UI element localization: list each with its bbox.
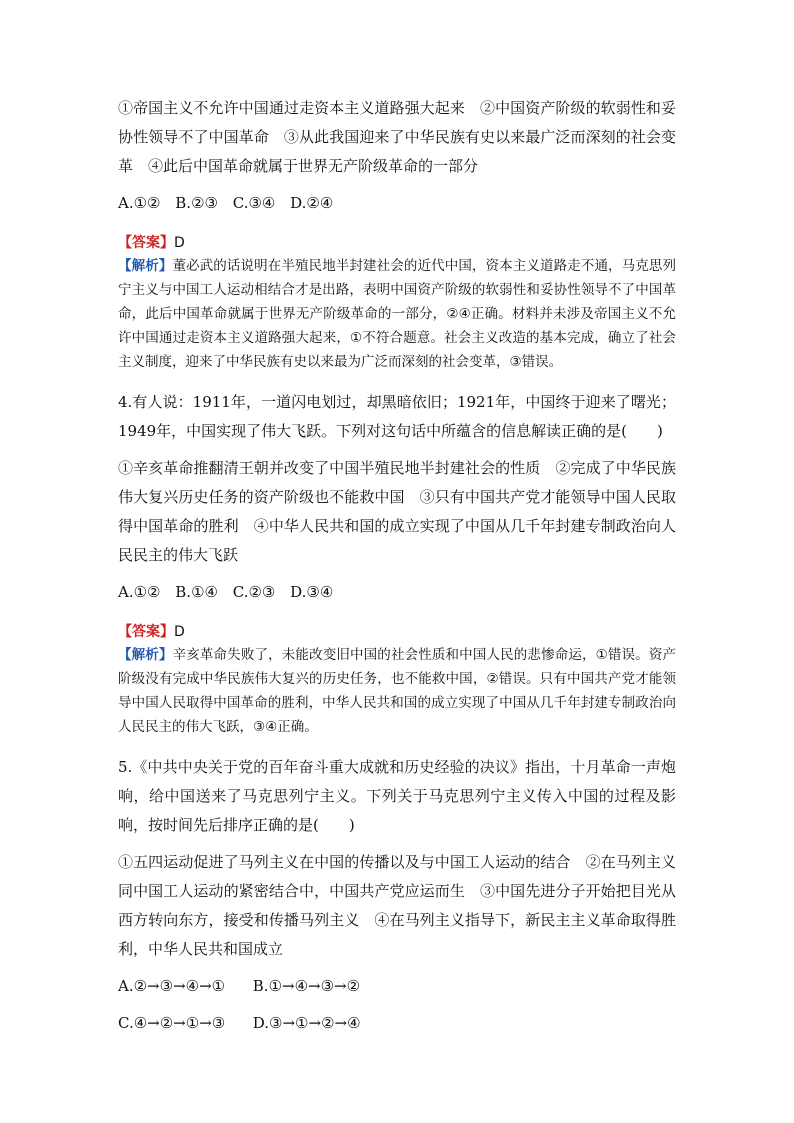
q3-analysis bbox=[118, 254, 676, 374]
q3-options bbox=[118, 189, 676, 218]
q4-answer-value: D bbox=[174, 624, 185, 640]
q3-statements: ①帝国主义不允许中国通过走资本主义道路强大起来 ②中国资产阶级的软弱性和妥协性领导不了中国革命 ③从此我国迎来了中华民族有史以来最广泛而深刻的社会变革 ④此后中国革命就属于世界无产阶级革命的一部分 bbox=[118, 99, 676, 175]
q3-answer-value: D bbox=[174, 235, 185, 251]
q4-analysis bbox=[118, 643, 676, 739]
q4-option-b: B.①④ bbox=[175, 583, 218, 601]
q4-option-d: D.③④ bbox=[290, 583, 334, 601]
q4-analysis-label: 【解析】 bbox=[118, 647, 173, 663]
q4-answer bbox=[118, 621, 676, 643]
q3-analysis-label: 【解析】 bbox=[118, 258, 173, 274]
q3-answer bbox=[118, 232, 676, 254]
q5-option-d: D.③→①→②→④ bbox=[252, 1014, 361, 1032]
q4-option-a: A.①② bbox=[118, 583, 161, 601]
q5-statements: ①五四运动促进了马列主义在中国的传播以及与中国工人运动的结合 ②在马列主义同中国工人运动的紧密结合中，中国共产党应运而生 ③中国先进分子开始把目光从西方转向东方，接受和传播马列主义 ④在马列主义指导下，新民主主义革命取得胜利，中华人民共和国成立 bbox=[118, 853, 676, 958]
q4-analysis-text: 辛亥革命失败了，未能改变旧中国的社会性质和中国人民的悲惨命运，①错误。资产阶级没有完成中华民族伟大复兴的历史任务，也不能救中国，②错误。只有中国共产党才能领导中国人民取得中国革命的胜利，中华人民共和国的成立实现了中国从几千年封建专制政治向人民民主的伟大飞跃，③④正确。 bbox=[118, 647, 676, 735]
q5-stem: 5.《中共中央关于党的百年奋斗重大成就和历史经验的决议》指出，十月革命一声炮响，给中国送来了马克思列宁主义。下列关于马克思列宁主义传入中国的过程及影响，按时间先后排序正确的是( ) bbox=[118, 758, 676, 834]
q5-option-c: C.④→②→①→③ bbox=[118, 1014, 226, 1032]
q3-option-a: A.①② bbox=[118, 194, 161, 212]
q4-stem: 4.有人说：1911年，一道闪电划过，却黑暗依旧；1921年，中国终于迎来了曙光；1949年，中国实现了伟大飞跃。下列对这句话中所蕴含的信息解读正确的是( ) bbox=[118, 393, 676, 440]
q3-option-d: D.②④ bbox=[290, 194, 334, 212]
q4-option-c: C.②③ bbox=[232, 583, 276, 601]
q3-answer-label: 【答案】 bbox=[118, 235, 174, 251]
q5-option-a: A.②→③→④→① bbox=[118, 977, 226, 995]
q4-statements: ①辛亥革命推翻清王朝并改变了中国半殖民地半封建社会的性质 ②完成了中华民族伟大复兴历史任务的资产阶级也不能救中国 ③只有中国共产党才能领导中国人民取得中国革命的胜利 ④中华人民共和国的成立实现了中国从几千年封建专制政治向人民民主的伟大飞跃 bbox=[118, 459, 676, 564]
q5-option-b: B.①→④→③→② bbox=[252, 977, 361, 995]
q3-option-b: B.②③ bbox=[175, 194, 218, 212]
q4-options bbox=[118, 578, 676, 607]
q5-options-row-2 bbox=[118, 1009, 676, 1038]
q4-answer-label: 【答案】 bbox=[118, 624, 174, 640]
q5-options-row-1 bbox=[118, 972, 676, 1001]
q3-analysis-text: 董必武的话说明在半殖民地半封建社会的近代中国，资本主义道路走不通，马克思列宁主义与中国工人运动相结合才是出路，表明中国资产阶级的软弱性和妥协性领导不了中国革命，此后中国革命就属于世界无产阶级革命的一部分，②④正确。材料并未涉及帝国主义不允许中国通过走资本主义道路强大起来，①不符合题意。社会主义改造的基本完成，确立了社会主义制度，迎来了中华民族有史以来最为广泛而深刻的社会变革，③错误。 bbox=[118, 258, 677, 370]
q3-option-c: C.③④ bbox=[232, 194, 276, 212]
